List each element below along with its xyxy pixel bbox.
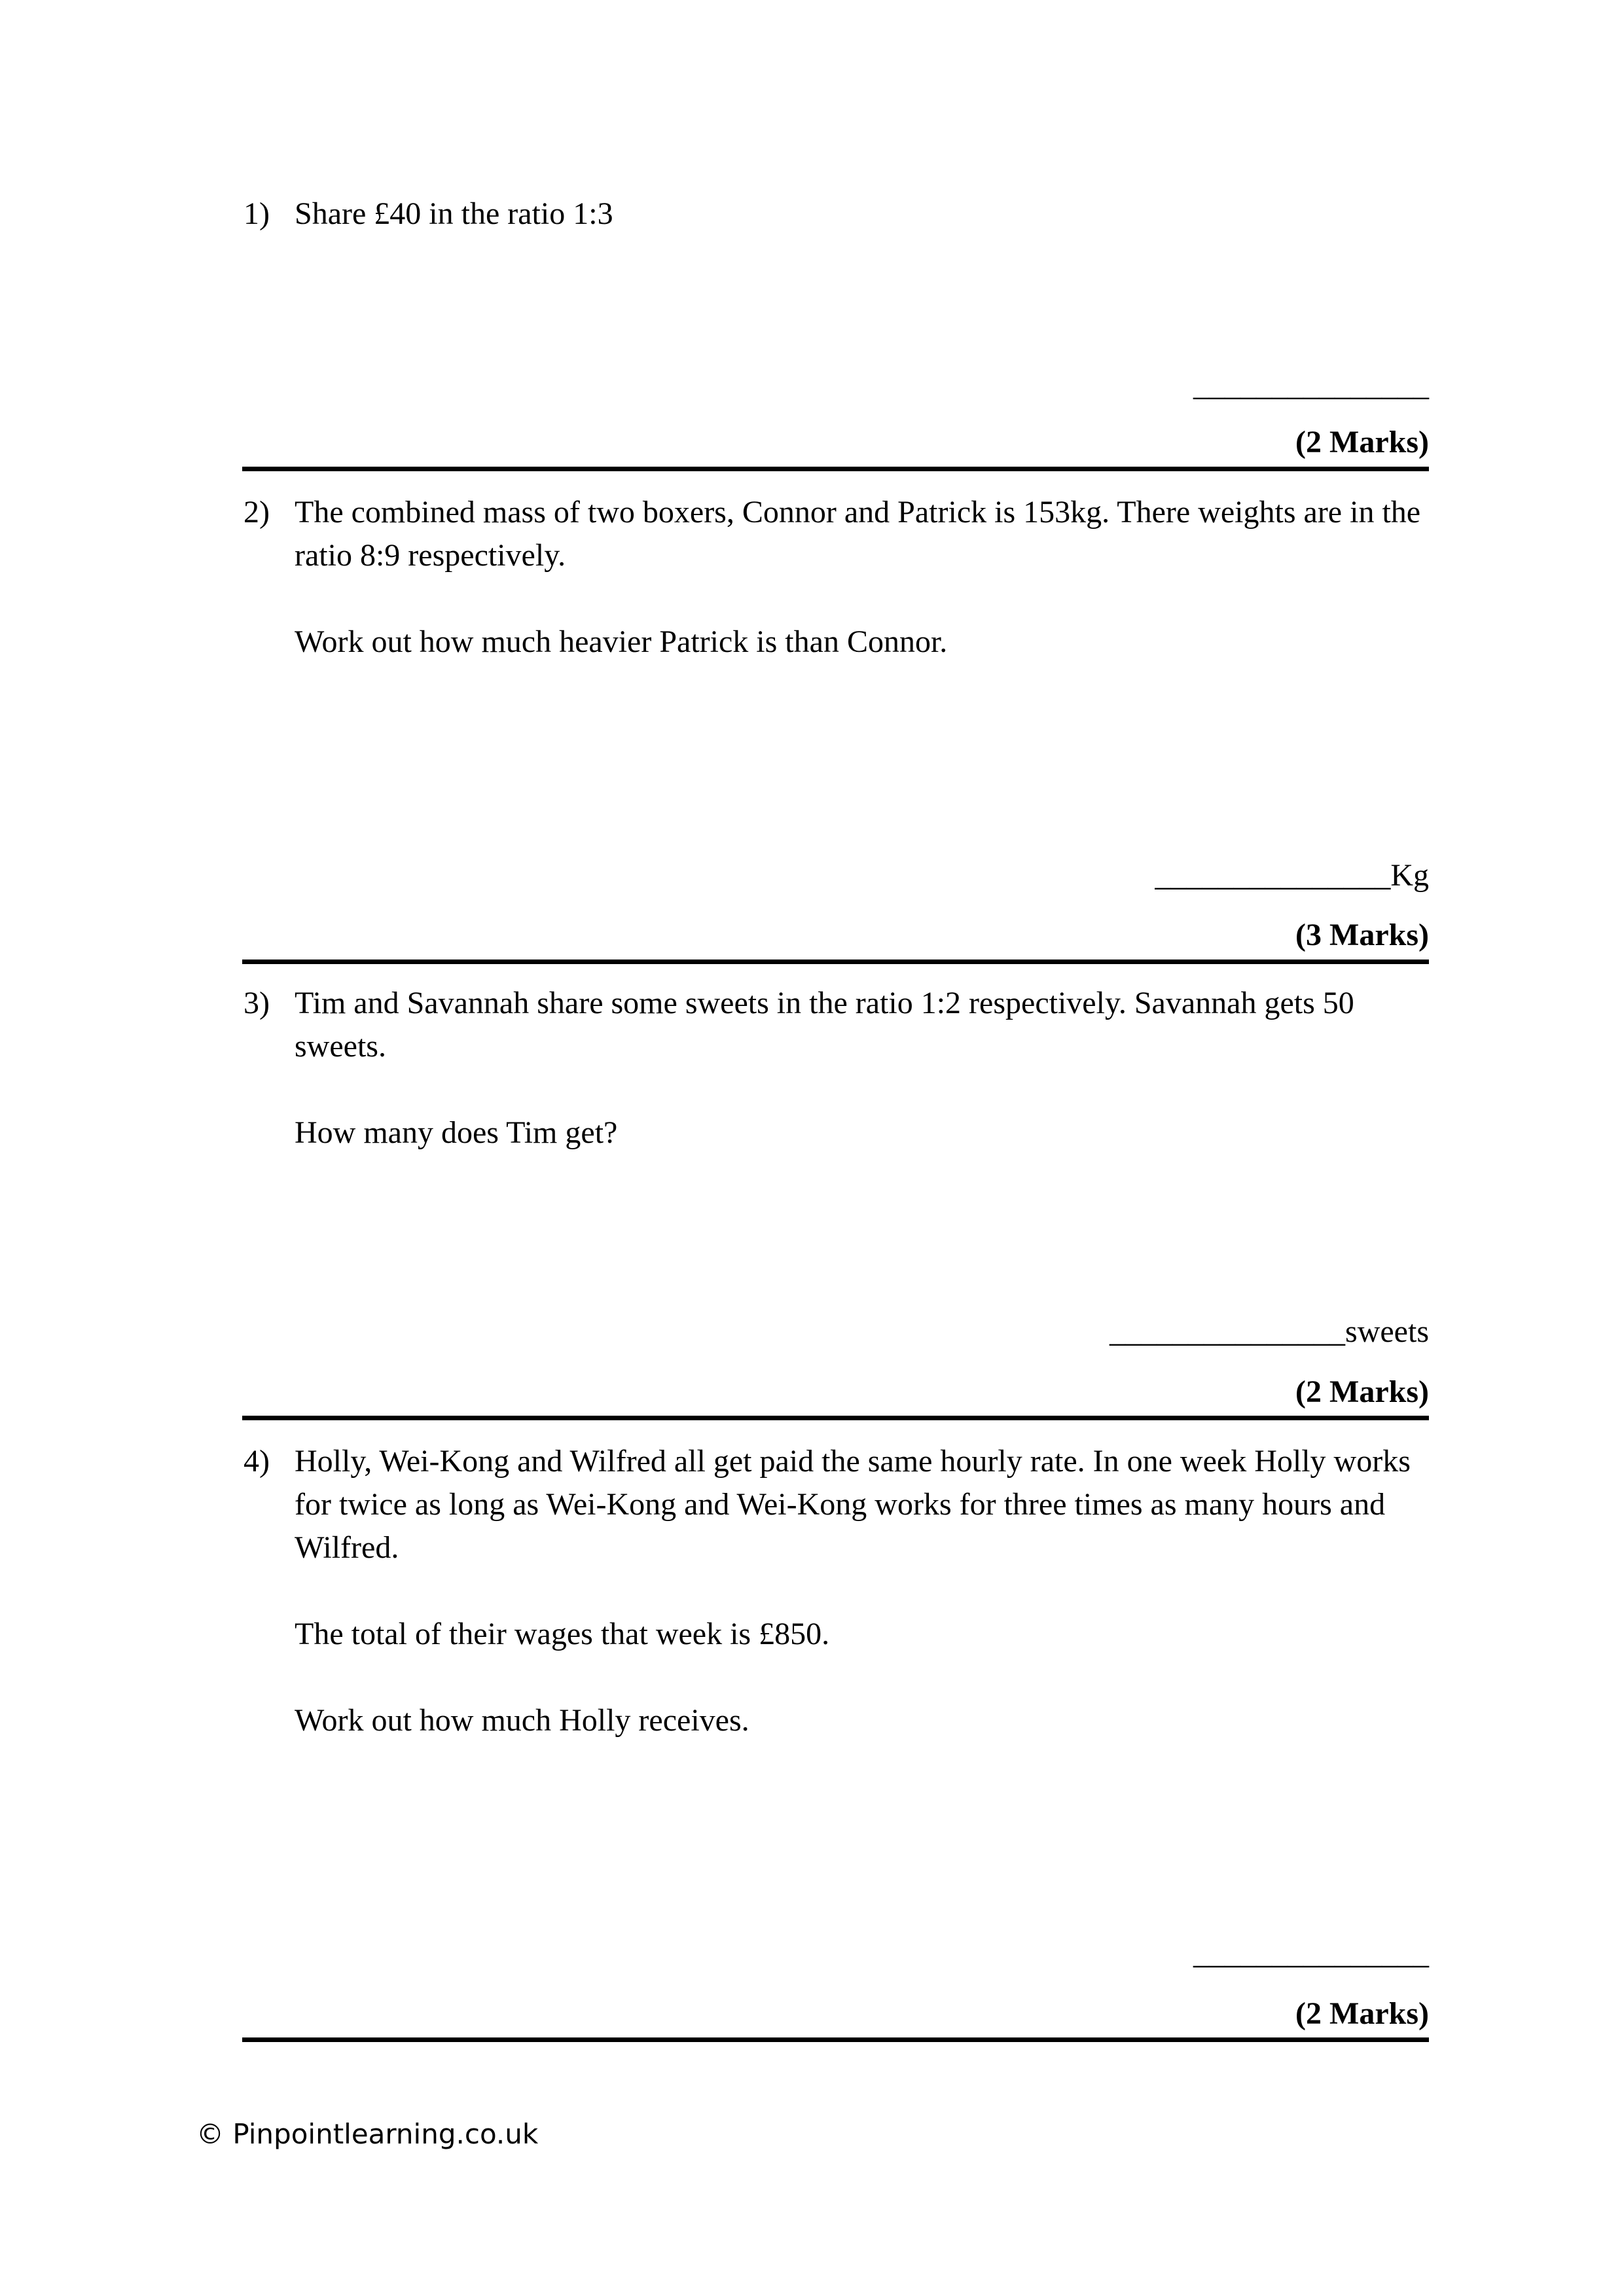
section-divider <box>242 467 1429 471</box>
question-instruction: How many does Tim get? <box>295 1115 618 1150</box>
question-instruction: Work out how much Holly receives. <box>295 1703 749 1738</box>
question-number: 3) <box>244 986 270 1020</box>
question-statement: The total of their wages that week is £850. <box>295 1617 830 1651</box>
question-text: Share £40 in the ratio 1:3 <box>295 196 613 231</box>
section-divider <box>242 2037 1429 2042</box>
question-text: Tim and Savannah share some sweets in the ratio 1:2 respectively. Savannah gets 50 sweets. <box>295 986 1354 1064</box>
section-divider <box>242 960 1429 964</box>
answer-line[interactable]: _______________Kg <box>1155 858 1429 893</box>
answer-unit: Kg <box>1390 858 1429 893</box>
marks-label: (2 Marks) <box>1295 1374 1429 1409</box>
question-number: 2) <box>244 495 270 529</box>
answer-line[interactable]: _______________ <box>1193 368 1429 403</box>
question-number: 4) <box>244 1444 270 1479</box>
marks-label: (2 Marks) <box>1295 425 1429 459</box>
marks-label: (2 Marks) <box>1295 1996 1429 2031</box>
answer-line[interactable]: _______________ <box>1193 1936 1429 1971</box>
question-instruction: Work out how much heavier Patrick is than Connor. <box>295 624 948 659</box>
question-number: 1) <box>244 196 270 231</box>
section-divider <box>242 1416 1429 1420</box>
marks-label: (3 Marks) <box>1295 918 1429 952</box>
question-text: Holly, Wei-Kong and Wilfred all get paid the same hourly rate. In one week Holly works for twice as long as Wei-Kong and Wei-Kong works for three times as many hours and Wilfred. <box>295 1444 1411 1565</box>
question-text: The combined mass of two boxers, Connor and Patrick is 153kg. There weights are in the ratio 8:9 respectively. <box>295 495 1421 573</box>
answer-line[interactable]: _______________sweets <box>1110 1314 1429 1349</box>
answer-unit: sweets <box>1345 1314 1429 1349</box>
copyright-footer: © Pinpointlearning.co.uk <box>196 2118 539 2150</box>
